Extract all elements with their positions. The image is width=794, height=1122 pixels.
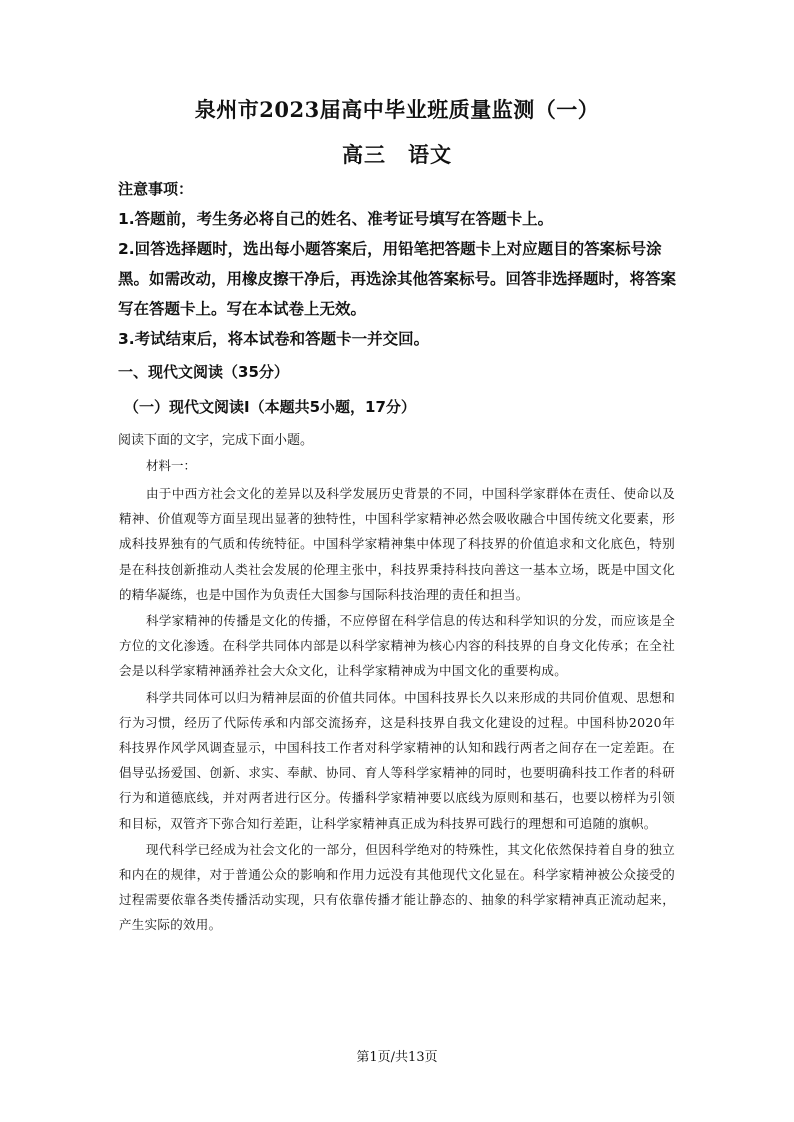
section-subheading: （一）现代文阅读Ⅰ（本题共5小题，17分） (124, 398, 416, 416)
section-heading: 一、现代文阅读（35分） (118, 363, 289, 381)
exam-subtitle: 高三 语文 (342, 142, 452, 167)
page-footer: 第1页/共13页 (356, 1050, 438, 1065)
notes-section (118, 175, 678, 354)
exam-title: 泉州市2023届高中毕业班质量监测（一） (194, 97, 600, 122)
passage-paragraph-3: 科学共同体可以归为精神层面的价值共同体。中国科技界长久以来形成的共同价值观、思想和行为习惯，经历了代际传承和内部交流扬弃，这是科技界自我文化建设的过程。中国科协2020年科技界作风学风调查显示，中国科技工作者对科学家精神的认知和践行两者之间存在一定差距。在倡导弘扬爱国、创新、求实、奉献、协同、育人等科学家精神的同时，也要明确科技工作者的科研行为和道德底线，并对两者进行区分。传播科学家精神要以底线为原则和基石，也要以榜样为引领和目标，双管齐下弥合知行差距，让科学家精神真正成为科技界可践行的理想和可追随的旗帜。 (119, 689, 675, 831)
material-label: 材料一： (146, 458, 197, 473)
notes-heading: 注意事项： (118, 180, 194, 198)
reading-passage (119, 481, 675, 939)
note-item-2: 2.回答选择题时，选出每小题答案后，用铅笔把答题卡上对应题目的答案标号涂黑。如需改动，用橡皮擦干净后，再选涂其他答案标号。回答非选择题时，将答案写在答题卡上。写在本试卷上无效。 (118, 240, 677, 318)
note-item-1: 1.答题前，考生务必将自己的姓名、准考证号填写在答题卡上。 (118, 210, 554, 228)
reading-instruction: 阅读下面的文字，完成下面小题。 (118, 433, 314, 448)
note-item-3: 3.考试结束后，将本试卷和答题卡一并交回。 (118, 330, 430, 348)
passage-paragraph-4: 现代科学已经成为社会文化的一部分，但因科学绝对的特殊性，其文化依然保持着自身的独立和内在的规律，对于普通公众的影响和作用力远没有其他现代文化显在。科学家精神被公众接受的过程需要依靠各类传播活动实现，只有依靠传播才能让静态的、抽象的科学家精神真正流动起来，产生实际的效用。 (119, 841, 675, 933)
passage-paragraph-2: 科学家精神的传播是文化的传播，不应停留在科学信息的传达和科学知识的分发，而应该是全方位的文化渗透。在科学共同体内部是以科学家精神为核心内容的科技界的自身文化传承；在全社会是以科学家精神涵养社会大众文化，让科学家精神成为中国文化的重要构成。 (119, 613, 675, 679)
passage-paragraph-1: 由于中西方社会文化的差异以及科学发展历史背景的不同，中国科学家群体在责任、使命以及精神、价值观等方面呈现出显著的独特性，中国科学家精神必然会吸收融合中国传统文化要素，形成科技界独有的气质和传统特征。中国科学家精神集中体现了科技界的价值追求和文化底色，特别是在科技创新推动人类社会发展的伦理主张中，科技界秉持科技向善这一基本立场，既是中国文化的精华凝练，也是中国作为负责任大国参与国际科技治理的责任和担当。 (119, 486, 675, 602)
